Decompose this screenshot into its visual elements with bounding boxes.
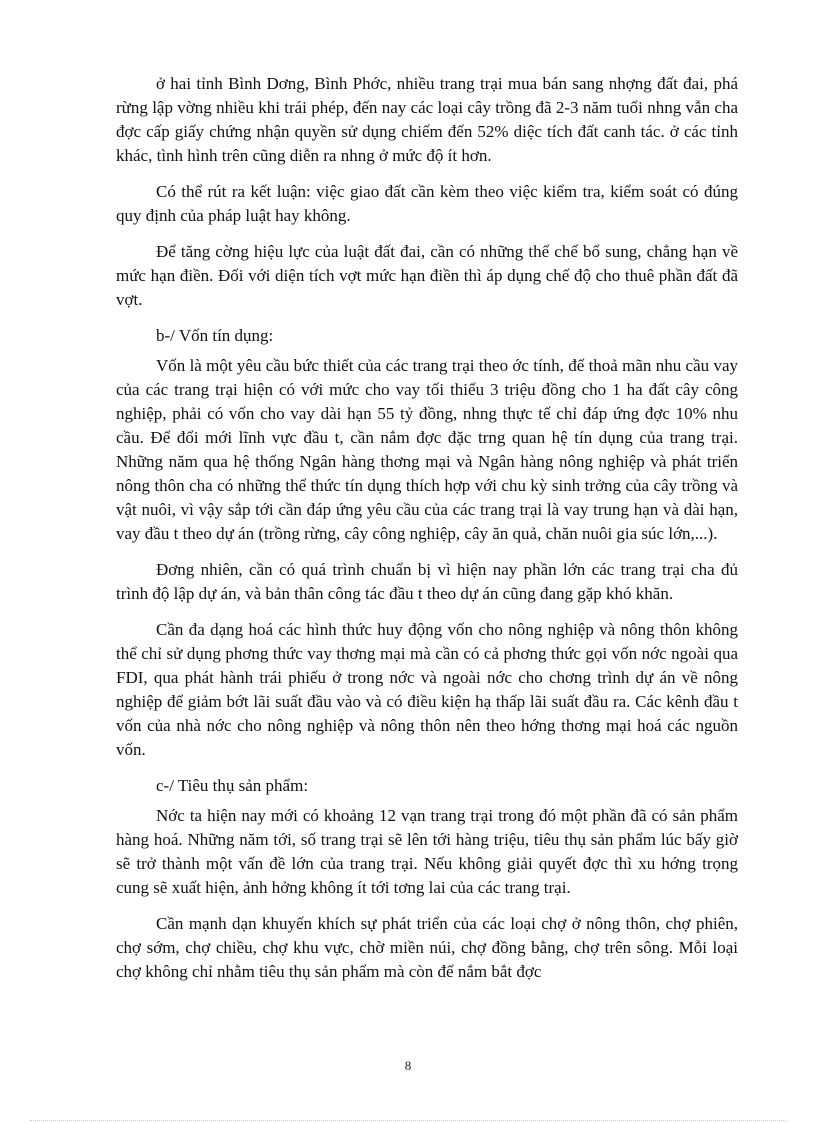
paragraph-land-law: Để tăng cờng hiệu lực của luật đất đai, cần có những thể chế bổ sung, chẳng hạn về mức hạn điền. Đối với diện tích vợt mức hạn điền thì áp dụng chế độ cho thuê phần đất đã vợt. (116, 242, 738, 309)
paragraph-project-preparation: Đơng nhiên, cần có quá trình chuẩn bị vì hiện nay phần lớn các trang trại cha đủ trình độ lập dự án, và bản thân công tác đầu t theo dự án cũng đang gặp khó khăn. (116, 560, 738, 603)
page-number: 8 (404, 1058, 412, 1073)
paragraph-capital-mobilization: Cần đa dạng hoá các hình thức huy động vốn cho nông nghiệp và nông thôn không thể chỉ sử dụng phơng thức vay thơng mại mà cần có cả phơng thức gọi vốn nớc ngoài qua FDI, qua phát hành trái phiếu ở trong nớc và ngoài nớc cho chơng trình dự án về nông nghiệp để giảm bớt lãi suất đầu vào và có điều kiện hạ thấp lãi suất đầu ra. Các kênh đầu t vốn của nhà nớc cho nông nghiệp và nông thôn nên theo hớng thơng mại hoá các nguồn vốn. (116, 620, 738, 759)
paragraph-farm-products: Nớc ta hiện nay mới có khoảng 12 vạn trang trại trong đó một phần đã có sản phẩm hàng hoá. Những năm tới, số trang trại sẽ lên tới hàng triệu, tiêu thụ sản phẩm lúc bấy giờ sẽ trở thành một vấn đề lớn của trang trại. Nếu không giải quyết đợc thì xu hớng trọng cung sẽ xuất hiện, ảnh hởng không ít tới tơng lai của các trang trại. (116, 806, 738, 897)
paragraph-conclusion: Có thể rút ra kết luận: việc giao đất cần kèm theo việc kiểm tra, kiểm soát có đúng quy định của pháp luật hay không. (116, 182, 738, 225)
footer-divider (30, 1120, 786, 1121)
document-body (116, 72, 738, 996)
paragraph-land-situation: ở hai tỉnh Bình Dơng, Bình Phớc, nhiều trang trại mua bán sang nhợng đất đai, phá rừng lập vờng nhiều khi trái phép, đến nay các loại cây trồng đã 2-3 năm tuổi nhng vẫn cha đợc cấp giấy chứng nhận quyền sử dụng chiếm đến 52% diệc tích đất canh tác. ở các tỉnh khác, tình hình trên cũng diễn ra nhng ở mức độ ít hơn. (116, 74, 738, 165)
paragraph-credit-needs: Vốn là một yêu cầu bức thiết của các trang trại theo ớc tính, để thoả mãn nhu cầu vay của các trang trại hiện có với mức cho vay tối thiểu 3 triệu đồng cho 1 ha đất cây công nghiệp, phải có vốn cho vay dài hạn 55 tỷ đồng, nhng thực tế chỉ đáp ứng đợc 10% nhu cầu. Để đổi mới lĩnh vực đầu t, cần nắm đợc đặc trng quan hệ tín dụng của trang trại. Những năm qua hệ thống Ngân hàng thơng mại và Ngân hàng nông nghiệp và phát triển nông thôn cha có những thể thức tín dụng thích hợp với chu kỳ sinh trởng của cây trồng và vật nuôi, vì vậy sắp tới cần đáp ứng yêu cầu của các trang trại là vay trung hạn và dài hạn, vay đầu t theo dự án (trồng rừng, cây công nghiệp, cây ăn quả, chăn nuôi gia súc lớn,...). (116, 356, 738, 543)
section-heading-consumption: c-/ Tiêu thụ sản phẩm: (156, 776, 309, 795)
paragraph-markets: Cần mạnh dạn khuyến khích sự phát triển của các loại chợ ở nông thôn, chợ phiên, chợ sớm, chợ chiều, chợ khu vực, chờ miền núi, chợ đồng bằng, chợ trên sông. Mỗi loại chợ không chỉ nhằm tiêu thụ sản phẩm mà còn để nắm bắt đợc (116, 914, 738, 981)
section-heading-credit: b-/ Vốn tín dụng: (156, 326, 274, 345)
